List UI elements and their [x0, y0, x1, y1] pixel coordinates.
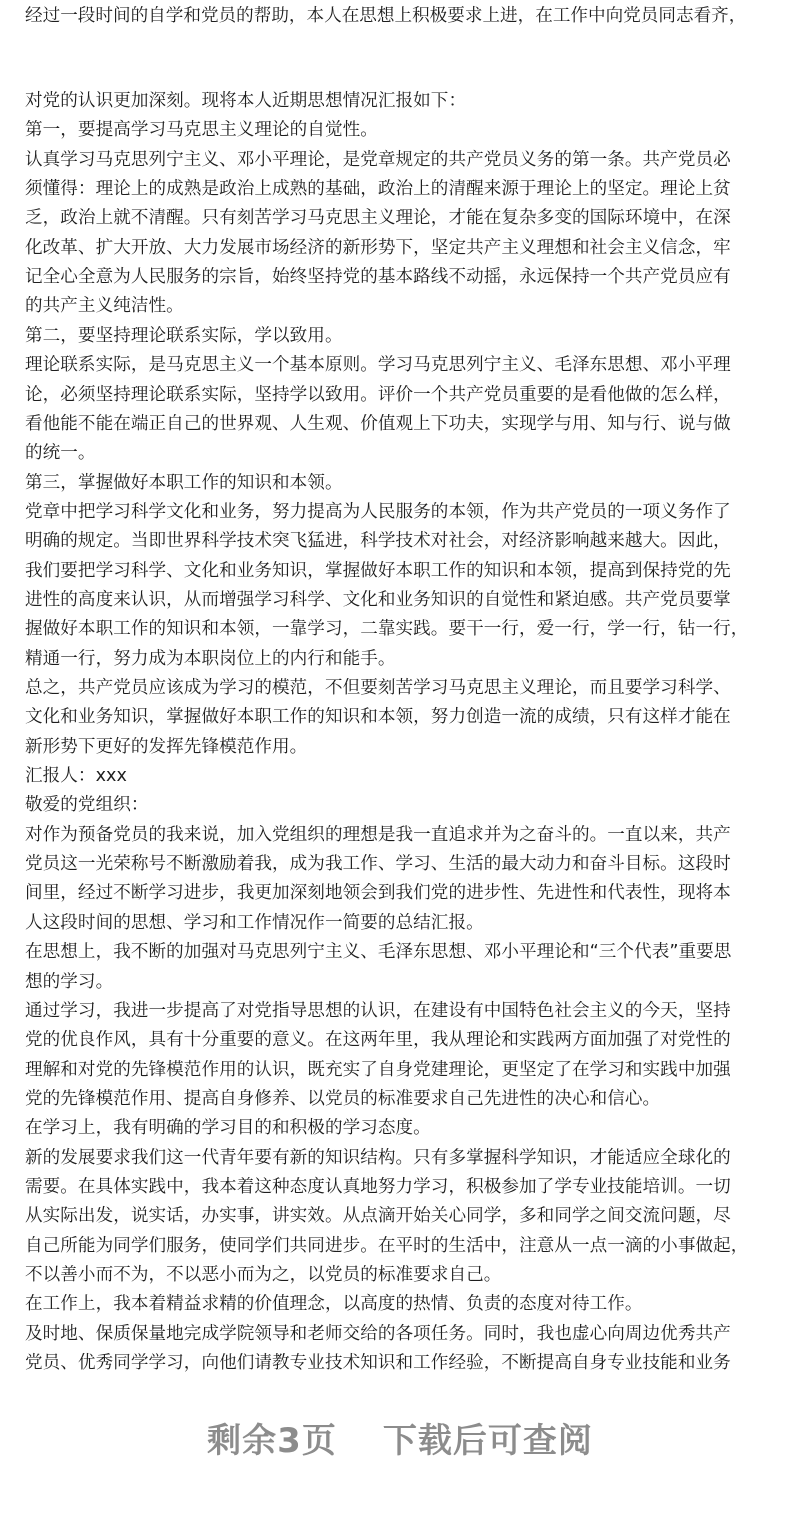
document-line: 党的优良作风，具有十分重要的意义。在这两年里，我从理论和实践两方面加强了对党性的 [25, 1030, 731, 1051]
download-prompt[interactable] [0, 1413, 800, 1462]
document-line: 需要。在具体实践中，我本着这种态度认真地努力学习，积极参加了学专业技能培训。一切 [25, 1176, 731, 1197]
document-line: 的统一。 [25, 443, 96, 464]
document-line: 不以善小而不为，不以恶小而为之，以党员的标准要求自己。 [25, 1265, 502, 1285]
document-line: 新的发展要求我们这一代青年要有新的知识结构。只有多掌握科学知识，才能适应全球化的 [25, 1147, 731, 1168]
document-line: 文化和业务知识，掌握做好本职工作的知识和本领，努力创造一流的成绩，只有这样才能在 [25, 707, 731, 728]
download-to-view-text: 下载后可查阅 [382, 1421, 593, 1461]
document-line: 在思想上，我不断的加强对马克思列宁主义、毛泽东思想、邓小平理论和“三个代表”重要思 [25, 942, 732, 963]
document-line: 第三，掌握做好本职工作的知识和本领。 [25, 472, 343, 493]
document-line: 第二，要坚持理论联系实际，学以致用。 [25, 325, 343, 346]
document-line: 党员这一光荣称号不断激励着我，成为我工作、学习、生活的最大动力和奋斗目标。这段时 [25, 854, 731, 875]
document-line: 从实际出发，说实话，办实事，讲实效。从点滴开始关心同学，多和同学之间交流问题，尽 [25, 1206, 731, 1227]
document-line: 的共产主义纯洁性。 [25, 296, 184, 317]
document-line: 记全心全意为人民服务的宗旨，始终坚持党的基本路线不动摇，永远保持一个共产党员应有 [25, 267, 731, 288]
document-line: 新形势下更好的发挥先锋模范作用。 [25, 736, 308, 757]
document-top-line: 经过一段时间的自学和党员的帮助，本人在思想上积极要求上进，在工作中向党员同志看齐， [25, 6, 747, 26]
document-line: 认真学习马克思列宁主义、邓小平理论，是党章规定的共产党员义务的第一条。共产党员必 [25, 149, 731, 170]
document-line: 汇报人：xxx [25, 766, 127, 787]
document-line: 及时地、保质保量地完成学院领导和老师交给的各项任务。同时，我也虚心向周边优秀共产 [25, 1323, 731, 1344]
document-line: 论，必须坚持理论联系实际，坚持学以致用。评价一个共产党员重要的是看他做的怎么样， [25, 384, 731, 405]
document-line: 通过学习，我进一步提高了对党指导思想的认识，在建设有中国特色社会主义的今天，坚持 [25, 1000, 731, 1021]
document-line: 对作为预备党员的我来说，加入党组织的理想是我一直追求并为之奋斗的。一直以来，共产 [25, 824, 731, 845]
document-line: 敬爱的党组织： [25, 795, 149, 816]
remaining-pages-text: 剩余3页 [207, 1421, 337, 1461]
document-line: 握做好本职工作的知识和本领，一靠学习，二靠实践。要干一行，爱一行，学一行，钻一行， [25, 619, 749, 640]
document-line: 第一，要提高学习马克思主义理论的自觉性。 [25, 120, 378, 141]
document-line: 我们要把学习科学、文化和业务知识，掌握做好本职工作的知识和本领，提高到保持党的先 [25, 560, 731, 581]
document-line: 党员、优秀同学学习，向他们请教专业技术知识和工作经验，不断提高自身专业技能和业务 [25, 1353, 731, 1374]
document-line: 自己所能为同学们服务，使同学们共同进步。在平时的生活中，注意从一点一滴的小事做起， [25, 1235, 749, 1256]
document-line: 党章中把学习科学文化和业务，努力提高为人民服务的本领，作为共产党员的一项义务作了 [25, 501, 731, 522]
document-line: 党的先锋模范作用、提高自身修养、以党员的标准要求自己先进性的决心和信心。 [25, 1088, 661, 1109]
document-line: 间里，经过不断学习进步，我更加深刻地领会到我们党的进步性、先进性和代表性，现将本 [25, 883, 731, 904]
document-line: 看他能不能在端正自己的世界观、人生观、价值观上下功夫，实现学与用、知与行、说与做 [25, 413, 731, 434]
document-line: 须懂得：理论上的成熟是政治上成熟的基础，政治上的清醒来源于理论上的坚定。理论上贫 [25, 179, 731, 200]
document-line: 进性的高度来认识，从而增强学习科学、文化和业务知识的自觉性和紧迫感。共产党员要掌 [25, 589, 731, 610]
document-line: 乏，政治上就不清醒。只有刻苦学习马克思主义理论，才能在复杂多变的国际环境中，在深 [25, 208, 731, 229]
document-line: 精通一行，努力成为本职岗位上的内行和能手。 [25, 648, 396, 669]
document-line: 想的学习。 [25, 971, 114, 992]
document-line: 理解和对党的先锋模范作用的认识，既充实了自身党建理论，更坚定了在学习和实践中加强 [25, 1059, 731, 1080]
document-line: 明确的规定。当即世界科学技术突飞猛进，科学技术对社会，对经济影响越来越大。因此， [25, 531, 731, 552]
document-line: 总之，共产党员应该成为学习的模范，不但要刻苦学习马克思主义理论，而且要学习科学、 [25, 678, 731, 698]
document-line: 化改革、扩大开放、大力发展市场经济的新形势下，坚定共产主义理想和社会主义信念，牢 [25, 237, 731, 258]
document-line: 在工作上，我本着精益求精的价值理念，以高度的热情、负责的态度对待工作。 [25, 1294, 643, 1315]
document-line: 在学习上，我有明确的学习目的和积极的学习态度。 [25, 1118, 431, 1139]
document-line: 人这段时间的思想、学习和工作情况作一简要的总结汇报。 [25, 912, 484, 933]
document-line: 对党的认识更加深刻。现将本人近期思想情况汇报如下： [25, 91, 467, 111]
document-line: 理论联系实际，是马克思主义一个基本原则。学习马克思列宁主义、毛泽东思想、邓小平理 [25, 355, 731, 376]
